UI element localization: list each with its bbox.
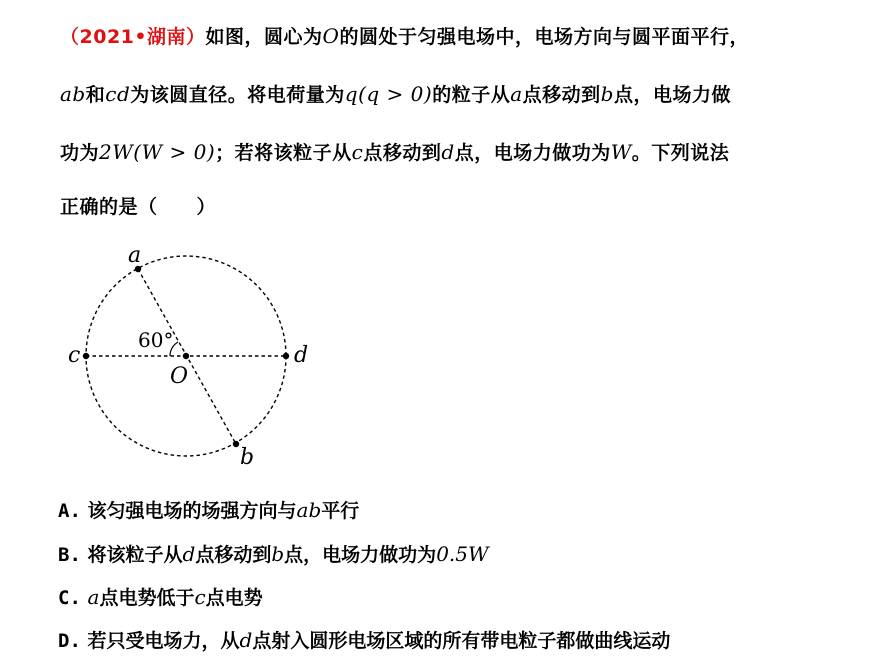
option-text: 若只受电场力，从 <box>87 630 240 652</box>
option-text: 点电势 <box>205 587 263 609</box>
option-c[interactable] <box>58 583 263 610</box>
math-a: a <box>87 585 100 609</box>
option-letter: C. <box>58 587 81 609</box>
math-W: W <box>610 140 632 164</box>
question-line-4 <box>60 192 216 219</box>
label-O: O <box>170 364 189 389</box>
label-d: d <box>294 343 309 368</box>
point-c <box>83 353 89 359</box>
point-d <box>283 353 289 359</box>
label-angle-60: 60° <box>138 328 174 352</box>
math-cd: cd <box>105 82 131 106</box>
math-c: c <box>194 585 206 609</box>
question-text: 点，电场力做 <box>613 84 731 106</box>
option-text: 该匀强电场的场强方向与 <box>87 500 297 522</box>
math-d: d <box>239 628 253 652</box>
option-b[interactable] <box>58 540 489 567</box>
question-text: 点移动到 <box>363 142 442 164</box>
label-b: b <box>240 445 255 470</box>
math-O: O <box>322 24 340 48</box>
question-text: 为该圆直径。将电荷量为 <box>130 84 345 106</box>
question-line-3 <box>60 138 729 165</box>
math-b: b <box>600 82 614 106</box>
math-0.5W: 0.5W <box>436 542 489 566</box>
question-source: （2021•湖南） <box>60 26 206 48</box>
option-letter: D. <box>58 630 81 652</box>
math-q: q <box>344 82 359 106</box>
math-ab: ab <box>296 498 322 522</box>
question-text: 功为 <box>60 142 100 164</box>
math-2W: 2W <box>99 140 134 164</box>
question-text: 的粒子从 <box>432 84 511 106</box>
option-a[interactable] <box>58 496 359 523</box>
question-text: ；若将该粒子从 <box>215 142 352 164</box>
question-text: 的圆处于匀强电场中，电场方向与圆平面平行， <box>339 26 749 48</box>
question-line-1 <box>60 22 749 49</box>
question-text: 。下列说法 <box>631 142 730 164</box>
point-b <box>233 441 239 447</box>
option-text: 平行 <box>321 500 360 522</box>
point-O <box>183 353 189 359</box>
circle-diagram <box>58 238 328 470</box>
question-text: 点移动到 <box>522 84 601 106</box>
math-d: d <box>441 140 455 164</box>
option-text: 点，电场力做功为 <box>284 544 437 566</box>
math-W-condition: (W > 0) <box>133 140 216 164</box>
math-a: a <box>510 82 523 106</box>
question-text: 点，电场力做功为 <box>454 142 611 164</box>
option-letter: A. <box>58 500 81 522</box>
math-c: c <box>351 140 364 164</box>
label-a: a <box>128 243 142 268</box>
math-q-condition: (q > 0) <box>358 82 433 106</box>
option-text: 将该粒子从 <box>87 544 183 566</box>
question-text: 正确的是（ ） <box>60 196 217 218</box>
question-text: 和 <box>85 84 106 106</box>
option-text: 点移动到 <box>195 544 272 566</box>
math-ab: ab <box>60 82 86 106</box>
question-text: 如图，圆心为 <box>205 26 323 48</box>
question-line-2 <box>60 80 731 107</box>
option-text: 点电势低于 <box>99 587 195 609</box>
option-text: 点射入圆形电场区域的所有带电粒子都做曲线运动 <box>252 630 671 652</box>
math-b: b <box>271 542 285 566</box>
option-letter: B. <box>58 544 81 566</box>
option-d[interactable] <box>58 626 670 653</box>
label-c: c <box>68 343 81 368</box>
math-d: d <box>182 542 196 566</box>
